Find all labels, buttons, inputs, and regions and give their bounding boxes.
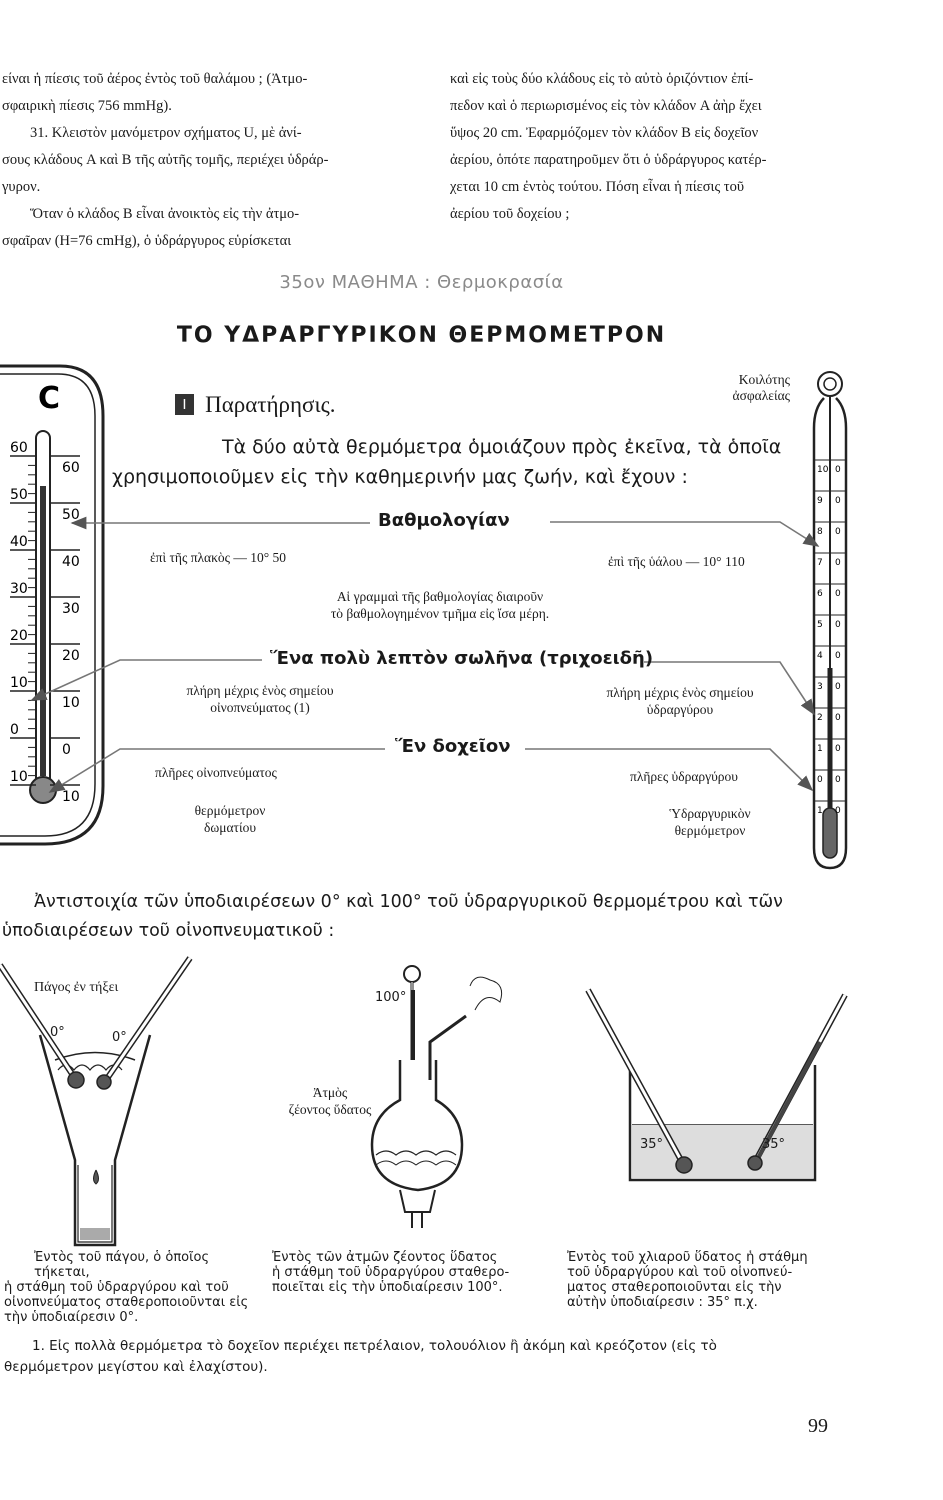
text-line: ἀερίου, ὁπότε παρατηροῦμεν ὅτι ὁ ὑδράργυρος κατέρ- [450, 152, 767, 168]
mercury-tick-left: 4 [817, 651, 823, 661]
mercury-tick-left: 3 [817, 682, 823, 692]
feature-thin-tube: Ἕνα πολὺ λεπτὸν σωλῆνα (τριχοειδῆ) [270, 648, 654, 669]
room-tick-left: 50 [10, 487, 28, 503]
section-marker: I [175, 394, 194, 415]
steam-label-line: ζέοντος ὕδατος [288, 1102, 372, 1117]
graduation-arrow-right [550, 522, 818, 546]
text-line: Ὅταν ὁ κλάδος B εἶναι ἀνοικτὸς εἰς τὴν ἀτμο- [30, 206, 300, 222]
room-tick-left: 10 [10, 769, 28, 785]
text-line: ἀερίου τοῦ δοχείου ; [450, 206, 570, 222]
caption-warm [567, 1250, 857, 1310]
caption-line: ἡ στάθμη τοῦ ὑδραργύρου καὶ τοῦ [4, 1280, 229, 1295]
mercury-thermometer-label [620, 805, 800, 839]
mercury-tick-right: 0 [835, 558, 841, 568]
mercury-tick-left: 8 [817, 527, 823, 537]
room-tick-right: 10 [62, 789, 80, 805]
mercury-tick-left: 0 [817, 775, 823, 785]
mercury-tick-left: 6 [817, 589, 823, 599]
room-tick-right: 40 [62, 554, 80, 570]
ice-zero-left: 0° [50, 1025, 65, 1040]
right-scale-text: ἐπὶ τῆς ὑάλου — 10° 110 [608, 554, 745, 569]
caption-line: αὐτὴν ὑποδιαίρεσιν : 35° π.χ. [567, 1295, 758, 1310]
room-tick-left: 20 [10, 628, 28, 644]
hundred-label: 100° [375, 990, 407, 1005]
room-label-line: θερμόμετρον [194, 803, 266, 818]
room-tick-right: 30 [62, 601, 80, 617]
lesson-line: 35ον ΜΑΘΗΜΑ : Θερμοκρασία [279, 272, 564, 293]
mercury-tick-left: 2 [817, 713, 823, 723]
equal-parts-line: Αἱ γραμμαὶ τῆς βαθμολογίας διαιροῦν [336, 589, 544, 604]
steam-label-line: Ἀτμὸς [312, 1085, 348, 1100]
mercury-label-line: Ὑδραργυρικὸν [669, 806, 751, 821]
caption-line: ἡ στάθμη τοῦ ὑδραργύρου σταθερο- [272, 1265, 510, 1280]
correspondence-text [2, 888, 902, 946]
caption-line: τὴν ὑποδιαίρεσιν 0°. [4, 1310, 139, 1325]
text-line: καὶ εἰς τοὺς δύο κλάδους εἰς τὸ αὐτὸ ὁριζόντιον ἐπί- [450, 71, 754, 87]
page-number: 99 [808, 1415, 828, 1437]
text-line: γυρον. [2, 179, 41, 195]
room-thermometer-label [160, 802, 300, 836]
caption-line: Ἐντὸς τοῦ πάγου, ὁ ὁποῖος τήκεται, [34, 1250, 210, 1280]
mercury-tick-right: 0 [835, 806, 841, 816]
mercury-label-line: θερμόμετρον [674, 823, 746, 838]
ice-experiment [0, 958, 190, 1245]
caption-steam [272, 1250, 557, 1295]
room-tick-left: 60 [10, 440, 28, 456]
caption-line: ποιεῖται εἰς τὴν ὑποδιαίρεσιν 100°. [272, 1280, 503, 1295]
feature-graduation: Βαθμολογίαν [378, 510, 510, 531]
right-bulb-text: πλῆρες ὑδραργύρου [630, 769, 738, 784]
caption-line: ματος σταθεροποιοῦνται εἰς τὴν [567, 1280, 782, 1295]
warm-water-experiment [588, 990, 845, 1180]
room-tick-right: 20 [62, 648, 80, 664]
caption-line: Ἐντὸς τῶν ἀτμῶν ζέοντος ὕδατος [272, 1250, 498, 1265]
steam-label [270, 1084, 390, 1118]
left-scale-text: ἐπὶ τῆς πλακὸς — 10° 50 [150, 550, 287, 565]
intro-line: χρησιμοποιοῦμεν εἰς τὴν καθημερινήν μας ζωήν, καὶ ἔχουν : [112, 466, 688, 488]
room-tick-right: 50 [62, 507, 80, 523]
ice-label: Πάγος ἐν τήξει [34, 980, 119, 995]
mercury-tick-right: 0 [835, 620, 841, 630]
room-label-line: δωματίου [203, 820, 257, 835]
mercury-tick-right: 0 [835, 465, 841, 475]
ice-zero-right: 0° [112, 1030, 127, 1045]
experiments-illustration [0, 950, 870, 1250]
mercury-tick-right: 0 [835, 496, 841, 506]
steam-experiment [372, 966, 502, 1228]
mercury-tick-right: 0 [835, 651, 841, 661]
right-full-line: πλήρη μέχρις ἑνὸς σημείου [606, 685, 754, 700]
footnote-line: θερμόμετρον μεγίστου καὶ ἐλαχίστου). [4, 1359, 268, 1375]
footnote [4, 1336, 859, 1378]
text-line: σφαῖραν (H=76 cmHg), ὁ ὑδράργυρος εὑρίσκεται [2, 233, 292, 249]
caption-line: τοῦ ὑδραργύρου καὶ τοῦ οἰνοπνεύ- [567, 1265, 793, 1280]
safety-label-line: Κοιλότης [738, 372, 790, 387]
warm-right-label: 35° [762, 1137, 786, 1152]
mercury-tick-right: 0 [835, 775, 841, 785]
room-tick-left: 0 [10, 722, 19, 738]
text-line: πεδον καὶ ὁ περιωρισμένος εἰς τὸν κλάδον A ἀὴρ ἔχει [450, 98, 762, 114]
room-tick-right: 60 [62, 460, 80, 476]
mercury-tick-right: 0 [835, 589, 841, 599]
text-line: χεται 10 cm ἐντὸς τούτου. Πόση εἶναι ἡ πίεσις τοῦ [450, 179, 745, 195]
page-title: ΤΟ ΥΔΡΑΡΓΥΡΙΚΟΝ ΘΕΡΜΟΜΕΤΡΟΝ [176, 323, 667, 348]
right-full-text [565, 684, 795, 718]
equal-parts-line: τὸ βαθμολογημένον τμῆμα εἰς ἴσα μέρη. [330, 606, 550, 621]
room-tick-left: 30 [10, 581, 28, 597]
mercury-tick-right: 0 [835, 713, 841, 723]
mercury-tick-left: 1 [817, 806, 823, 816]
text-line: 31. Κλειστὸν μανόμετρον σχήματος U, μὲ ἀνί- [30, 125, 302, 141]
mercury-tick-right: 0 [835, 527, 841, 537]
footnote-line: 1. Εἰς πολλὰ θερμόμετρα τὸ δοχεῖον περιέχει πετρέλαιον, τολουόλιον ἢ ἀκόμη καὶ κρεόζοτον (εἰς τὸ [32, 1338, 717, 1354]
left-full-text [145, 682, 375, 716]
room-tick-right: 0 [62, 742, 71, 758]
text-line: σους κλάδους A καὶ B τῆς αὐτῆς τομῆς, περιέχει ὑδράρ- [2, 152, 329, 168]
mercury-tick-right: 0 [835, 744, 841, 754]
equal-parts-text [250, 588, 630, 622]
mercury-tick-left: 7 [817, 558, 823, 568]
right-full-line: ὑδραργύρου [646, 702, 714, 717]
caption-line: Ἐντὸς τοῦ χλιαροῦ ὕδατος ἡ στάθμη [567, 1250, 808, 1265]
mercury-tick-left: 1 [817, 744, 823, 754]
warm-left-label: 35° [640, 1137, 664, 1152]
room-tick-right: 10 [62, 695, 80, 711]
unit-label: C [38, 381, 61, 416]
room-tick-left: 40 [10, 534, 28, 550]
feature-bulb: Ἕν δοχεῖον [395, 736, 511, 757]
section-title: Παρατήρησις. [205, 392, 336, 417]
mercury-tick-left: 10 [817, 465, 829, 475]
mercury-tick-left: 9 [817, 496, 823, 506]
text-line: ὕψος 20 cm. Ἐφαρμόζομεν τὸν κλάδον B εἰς δοχεῖον [450, 125, 759, 141]
caption-ice [4, 1250, 260, 1325]
correspondence-line: ὑποδιαιρέσεων τοῦ οἰνοπνευματικοῦ : [2, 921, 335, 941]
mercury-tick-right: 0 [835, 682, 841, 692]
caption-line: οἰνοπνεύματος σταθεροποιοῦνται εἰς [4, 1295, 249, 1310]
safety-label-line: ἀσφαλείας [732, 388, 790, 403]
room-tick-left: 10 [10, 675, 28, 691]
correspondence-line: Ἀντιστοιχία τῶν ὑποδιαιρέσεων 0° καὶ 100° τοῦ ὑδραργυρικοῦ θερμομέτρου καὶ τῶν [34, 892, 783, 912]
left-full-line: οἰνοπνεύματος (1) [210, 700, 310, 715]
mercury-tick-left: 5 [817, 620, 823, 630]
text-line: σφαιρικὴ πίεσις 756 mmHg). [2, 98, 172, 114]
intro-line: Τὰ δύο αὐτὰ θερμόμετρα ὁμοιάζουν πρὸς ἐκεῖνα, τὰ ὁποῖα [222, 436, 782, 458]
left-bulb-text: πλῆρες οἰνοπνεύματος [155, 765, 277, 780]
text-line: είναι ἡ πίεσις τοῦ ἀέρος ἐντὸς τοῦ θαλάμου ; (Ἀτμο- [2, 71, 308, 87]
left-full-line: πλήρη μέχρις ἑνὸς σημείου [186, 683, 334, 698]
